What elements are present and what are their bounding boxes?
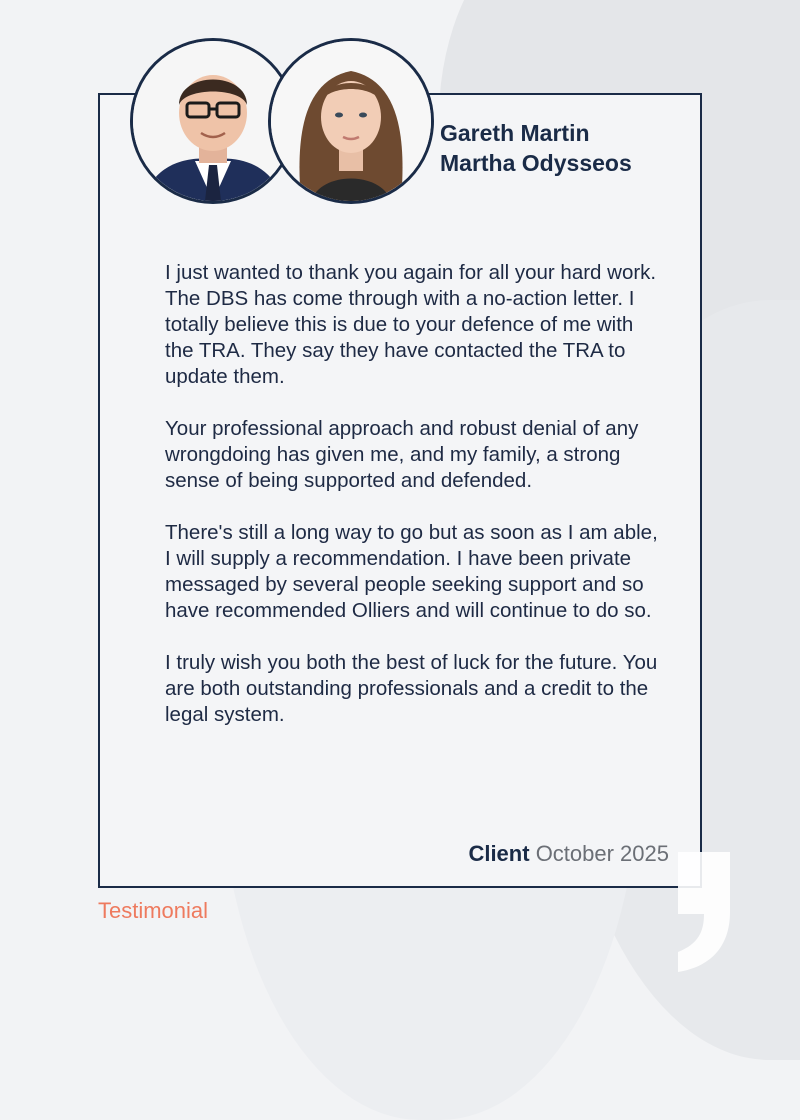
testimonial-paragraph: I truly wish you both the best of luck for the future. You are both outstanding professionals and a credit to the legal system. (165, 651, 658, 726)
testimonial-paragraph: There's still a long way to go but as soon as I am able, I will supply a recommendation. I have been private messaged by several people seeking support and so have recommended Olliers and will continue to do so. (165, 521, 658, 622)
person-name: Martha Odysseos (440, 150, 632, 176)
date-label: October 2025 (535, 841, 669, 866)
avatar-martha-odysseos (268, 38, 434, 204)
testimonial-body (165, 260, 665, 754)
testimonial-paragraph: I just wanted to thank you again for all your hard work. The DBS has come through with a no-action letter. I totally believe this is due to your defence of me with the TRA. They say they have contacted the TRA to update them. (165, 261, 657, 388)
closing-quote-icon (670, 852, 730, 972)
person-name: Gareth Martin (440, 120, 590, 146)
author-label: Client (468, 841, 530, 866)
section-label: Testimonial (98, 898, 209, 923)
avatar-group (130, 38, 430, 208)
testimonial-signoff (468, 840, 669, 868)
portrait-woman (271, 41, 431, 201)
people-names (440, 118, 632, 178)
testimonial-paragraph: Your professional approach and robust denial of any wrongdoing has given me, and my family, a strong sense of being supported and defended. (165, 417, 639, 492)
